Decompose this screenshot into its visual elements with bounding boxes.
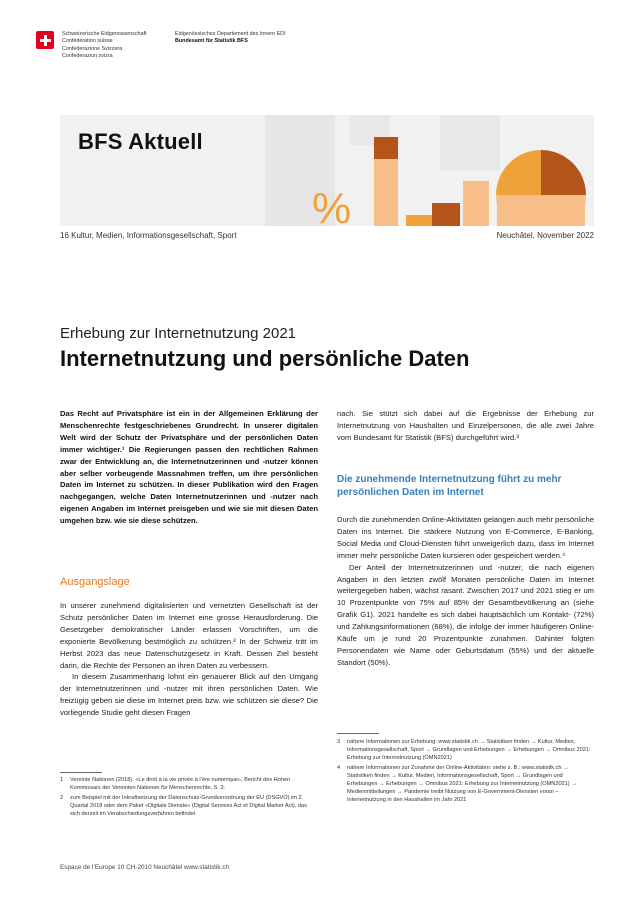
publication-banner — [60, 115, 594, 226]
section-heading-ausgangslage: Ausgangslage — [60, 576, 130, 588]
left-body — [60, 600, 318, 719]
banner-bar-dark — [374, 137, 398, 159]
place-date: Neuchâtel, November 2022 — [496, 231, 594, 240]
banner-pie-slice-dark — [541, 150, 586, 195]
footnote-rule — [337, 733, 379, 734]
banner-pie-slice-mid — [496, 150, 541, 195]
footnote-rule — [60, 772, 102, 773]
confederation-names — [62, 31, 147, 61]
body-paragraph: Der Anteil der Internetnutzerinnen und -nutzer, die nach eigenen Angaben in den letzten zwölf Monaten persönliche Daten im Internet weitergegeben haben, wächst rasant. Zwischen 2017 und 2021 stieg er um 10 Prozentpunkte von 75% auf 85% der Gesamtbevölkerung an (siehe Grafik G1). 2021 handelte es sich dabei hauptsächlich um Kontakt- (72%) und Zahlungsinformationen (68%), die infolge der immer häufigeren Online-Käufe um je rund 20 Prozentpunkte zunahmen. Dahinter folgten Personendaten wie Name oder Geburtsdatum (55%) und der aktuelle Standort (50%). — [337, 562, 594, 667]
footnote — [337, 764, 594, 804]
footnote-text: Vereinte Nationen (2018). «Le droit à la vie privée à l’ère numérique», Bericht des Hohen Kommissars der Vereinten Nationen für Menschenrechte, S. 3. — [70, 777, 291, 791]
publication-title: BFS Aktuell — [78, 129, 203, 154]
banner-bar-dark — [432, 203, 460, 226]
confederation-name-de: Schweizerische Eidgenossenschaft — [62, 31, 147, 37]
body-paragraph: nach. Sie stützt sich dabei auf die Ergebnisse der Erhebung zur Internetnutzung von Haushalten und Einzelpersonen, die alle zwei Jahre vom Bundesamt für Statistik (BFS) durchgeführt wird.³ — [337, 409, 594, 442]
footnote-number: 1 — [60, 777, 64, 783]
banner-bar-light — [463, 181, 489, 226]
page-footer: Espace de l’Europe 10 CH-2010 Neuchâtel www.statistik.ch — [60, 864, 230, 871]
footnote — [60, 776, 318, 792]
body-paragraph: In diesem Zusammenhang lohnt ein genauerer Blick auf den Umgang der Internetnutzerinnen und -nutzer mit ihren persönlichen Daten. Wie freizügig geben sie diese im Internet preis bzw. wie schützen sie diese? Die vorliegende Studie geht diesen Fragen — [60, 672, 318, 718]
footnote-number: 3 — [337, 739, 341, 745]
swiss-flag-logo — [36, 31, 54, 49]
right-body-top — [337, 408, 594, 444]
footnote — [60, 794, 318, 818]
department-block — [175, 31, 286, 46]
department-name: Eidgenössisches Departement des Innern EDI — [175, 31, 286, 37]
confederation-name-fr: Confédération suisse — [62, 38, 113, 45]
body-paragraph: Durch die zunehmenden Online-Aktivitäten gelangen auch mehr persönliche Daten ins Internet. Die stärkere Nutzung von E-Commerce, E-Banking, Social Media und Cloud-Diensten führt unweigerlich dazu, dass im Internet immer mehr persönliche Daten kursieren oder gespeichert werden.⁴ — [337, 515, 594, 560]
section-heading-internetnutzung: Die zunehmende Internetnutzung führt zu mehr persönlichen Daten im Internet — [337, 474, 562, 498]
footnote-number: 4 — [337, 765, 341, 771]
banner-bar-mid — [406, 215, 432, 226]
confederation-name-it: Confederazione Svizzera — [62, 45, 123, 52]
footnote-text: nähere Informationen zur Erhebung: www.statistik.ch → Statistiken finden → Kultur, Medien, Informationsgesellschaft, Sport → Grundlagen und Erhebungen → Erhebungen → Omnibus 2021: Erhebung zur Internetnutzung (OMN2021) — [347, 739, 591, 761]
footnotes-right — [337, 738, 594, 806]
lead-paragraph: Das Recht auf Privatsphäre ist ein in der Allgemeinen Erklärung der Menschenrechte festgeschriebenes Grundrecht. In unserer digitalen Welt wird der Schutz der Privatsphäre und der persönlichen Daten immer wichtiger.¹ Die Regierungen passen den rechtlichen Rahmen zwar der Entwicklung an, die Internetnutzerinnen und -nutzer können aber selber vorbeugende Massnahmen treffen, um ihre persönlichen Daten im Internet zu schützen. In dieser Publikation wird den Fragen nachgegangen, welche Daten Internetnutzerinnen und -nutzer nach eigenen Angaben im Internet preisgeben und wie sie mit diesen Daten umgehen bzw. wie sie diese schützen. — [60, 409, 318, 526]
footnotes-left — [60, 776, 318, 820]
right-body — [337, 514, 594, 669]
banner-bg-block — [440, 115, 500, 170]
footnote-text: nähere Informationen zur Zunahme der Online-Aktivitäten: siehe z. B.: www.statistik.ch → Statistiken finden → Kultur, Medien, Informationsgesellschaft, Sport → Grundlagen und Erhebungen → Erhebungen → Omnibus 2021: Erhebung zur Internetnutzung (OMN2021) → Medienmitteilungen → Pandemie treibt Nutzung von E-Government-Diensten voran – Internetnutzung in den Haushalten im Jahr 2021 — [347, 765, 577, 803]
office-name: Bundesamt für Statistik BFS — [175, 38, 248, 45]
footnote-text: zum Beispiel mit der Inkraftsetzung der Datenschutz-Grundverordnung der EU (DSGVO) im 2. Quartal 2018 oder dem Paket «Digitale Dienste» (Digital Services Act et Digital Market Act), das sich derzeit im Verabschiedungsverfahren befindet — [70, 795, 307, 817]
confederation-name-rm: Confederaziun svizra — [62, 53, 113, 60]
series-label: 16 Kultur, Medien, Informationsgesellschaft, Sport — [60, 231, 237, 240]
footnote-number: 2 — [60, 795, 64, 801]
banner-bar-light — [374, 159, 398, 226]
article-subtitle: Erhebung zur Internetnutzung 2021 — [60, 325, 297, 342]
percent-symbol: % — [312, 184, 352, 226]
article-title: Internetnutzung und persönliche Daten — [60, 346, 470, 371]
footnote — [337, 738, 594, 762]
banner-pie-slice-light — [496, 195, 586, 226]
body-paragraph: In unserer zunehmend digitalisierten und vernetzten Gesellschaft ist der Schutz persönlicher Daten im Internet eine grosse Herausforderung. Die Gesetzgeber demokratischer Länder erlassen Vorschriften, um die exponierte Bevölkerung bestmöglich zu schützen.² In der Schweiz tritt im Herbst 2023 das neue Datenschutzgesetz in Kraft. Dessen Ziel besteht darin, die Rechte der Personen an ihren Daten zu verbessern. — [60, 601, 318, 670]
